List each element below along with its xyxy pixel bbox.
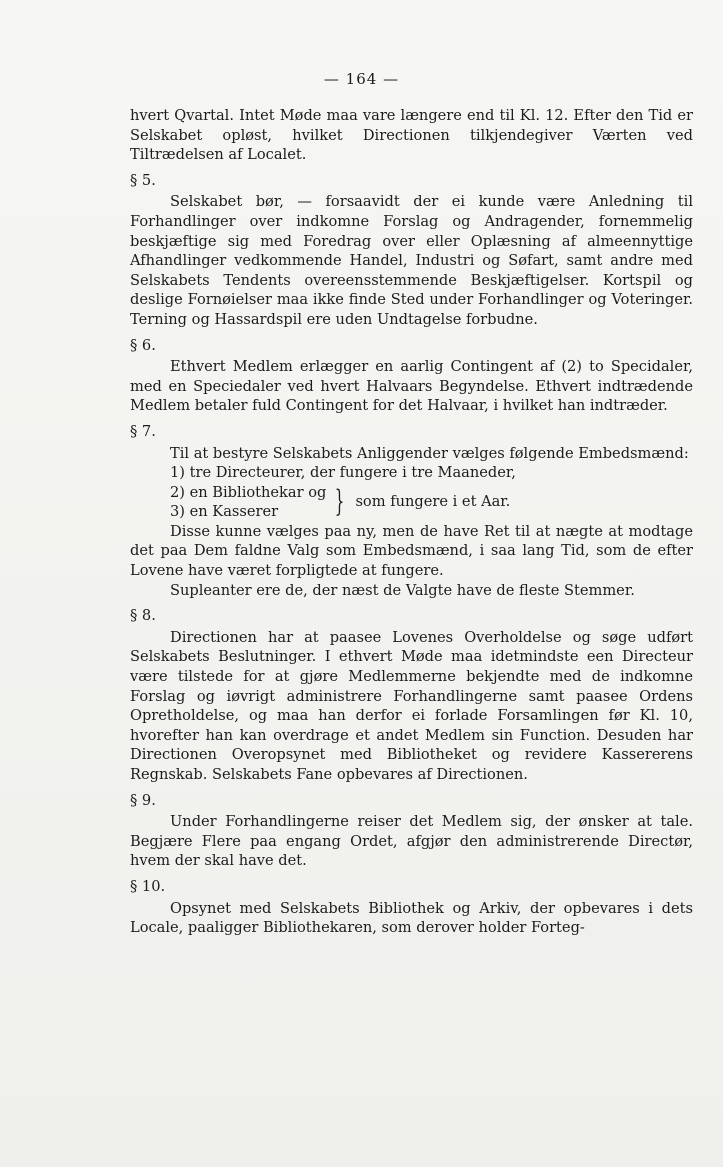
right-brace: } — [335, 484, 345, 520]
section-7-item-3: 3) en Kasserer — [170, 503, 279, 521]
section-heading-5: § 5. — [130, 171, 156, 189]
section-9-paragraph: Under Forhandlingerne reiser det Medlem sig, der ønsker at tale. Begjære Flere paa engang Ordet, afgjør den administrerende Directør, hvem der skal have det. — [130, 813, 693, 870]
section-7-after-2: Supleanter ere de, der næst de Valgte have de fleste Stemmer. — [170, 581, 635, 599]
section-6-paragraph: Ethvert Medlem erlægger en aarlig Contingent af (2) to Specidaler, med en Speciedaler ved hvert Halvaars Begyndelse. Ethvert indtrædende Medlem betaler fuld Contingent for det Halvaar, i hvilket han indtræder. — [130, 358, 693, 415]
page-body — [130, 106, 693, 938]
section-10-paragraph: Opsynet med Selskabets Bibliothek og Arkiv, der opbevares i dets Locale, paaligger Bibliothekaren, som derover holder Forteg- — [130, 899, 693, 937]
section-heading-6: § 6. — [130, 336, 156, 354]
section-heading-8: § 8. — [130, 607, 156, 625]
page-number: — 164 — — [323, 70, 400, 88]
section-7-brace-group — [170, 483, 693, 522]
section-7-intro: Til at bestyre Selskabets Anliggender vælges følgende Embedsmænd: — [170, 444, 689, 462]
section-heading-10: § 10. — [130, 877, 166, 895]
section-5-paragraph: Selskabet bør, — forsaavidt der ei kunde være Anledning til Forhandlinger over indkomne Forslag og Andragender, fornemmelig beskjæftige sig med Foredrag over eller Oplæsning af almeennyttige Afhandlinger vedkommende Handel, Industri og Søfart, samt andre med Selskabets Tendents overeensstemmende Beskjæftigelser. Kortspil og deslige Fornøielser maa ikke finde Sted under Forhandlinger og Voteringer. Terning og Hassardspil ere uden Undtagelse forbudne. — [130, 193, 693, 328]
section-heading-9: § 9. — [130, 791, 156, 809]
section-7-item-2: 2) en Bibliothekar og — [170, 483, 327, 501]
section-8-paragraph: Directionen har at paasee Lovenes Overholdelse og søge udført Selskabets Beslutninger. I ethvert Møde maa idetmindste een Directeur være tilstede for at gjøre Medlemmerne bekjendte med de indkomne Forslag og iøvrigt administrere Forhandlingerne samt paasee Ordens Opretholdelse, og maa han derfor ei forlade Forsamlingen før Kl. 10, hvorefter han kan overdrage et andet Medlem sin Function. Desuden har Directionen Overopsynet med Bibliotheket og revidere Kassererens Regnskab. Selskabets Fane opbevares af Directionen. — [130, 628, 693, 783]
section-7-item-1: 1) tre Directeurer, der fungere i tre Maaneder, — [170, 464, 516, 482]
section-7-brace-text: som fungere i et Aar. — [355, 493, 511, 511]
section-7-after-1: Disse kunne vælges paa ny, men de have Ret til at nægte at modtage det paa Dem faldne Valg som Embedsmænd, i saa lang Tid, som de efter Lovene have været forpligtede at fungere. — [130, 522, 693, 580]
section-heading-7: § 7. — [130, 422, 156, 440]
lead-paragraph: hvert Qvartal. Intet Møde maa vare længere end til Kl. 12. Efter den Tid er Selskabet opløst, hvilket Directionen tilkjendegiver Værten ved Tiltrædelsen af Localet. — [130, 107, 693, 164]
